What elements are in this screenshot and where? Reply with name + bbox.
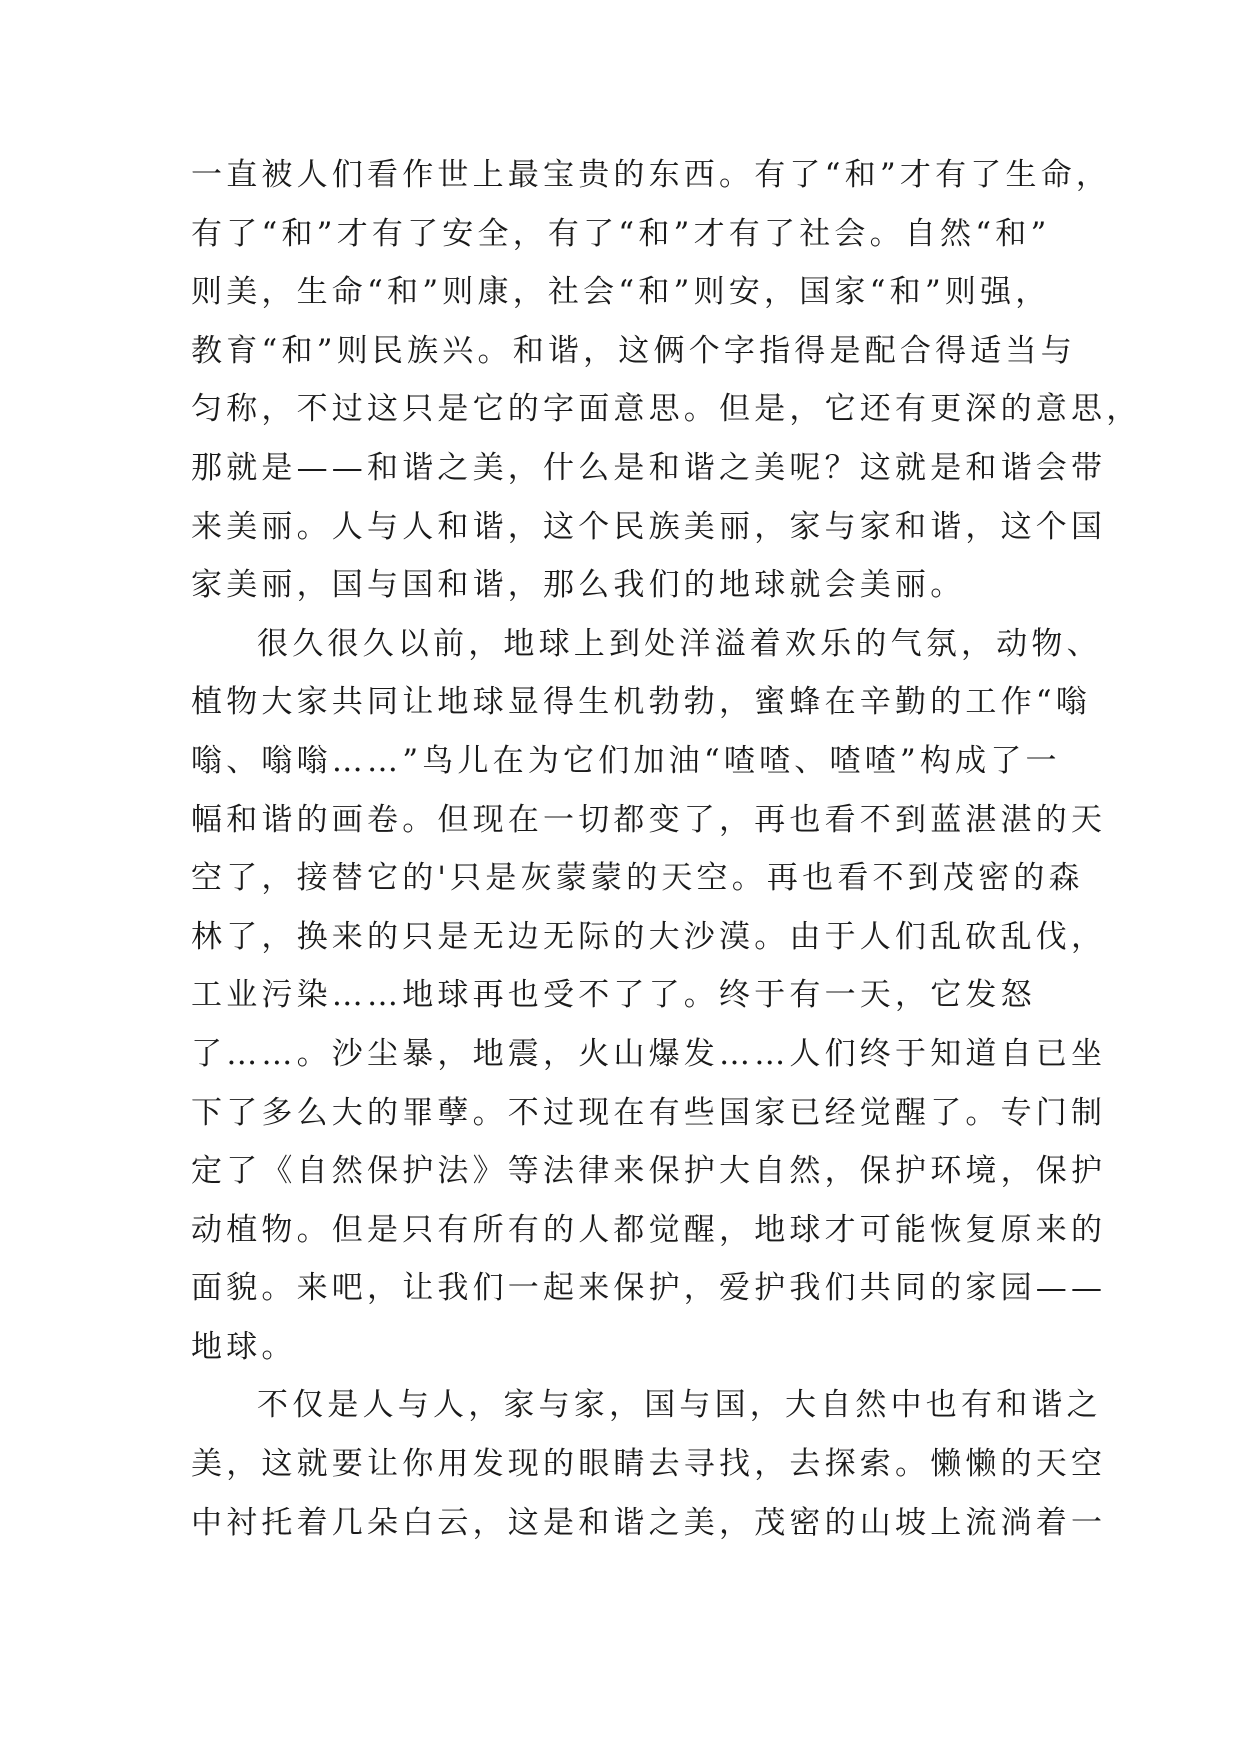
paragraph-2-line-6: 林了，换来的只是无边无际的大沙漠。由于人们乱砍乱伐， bbox=[191, 918, 1107, 955]
paragraph-2-line-10: 定了《自然保护法》等法律来保护大自然，保护环境，保护 bbox=[191, 1153, 1107, 1190]
paragraph-1-line-1: 一直被人们看作世上最宝贵的东西。有了“和”才有了生命， bbox=[191, 157, 1112, 193]
paragraph-2-line-2: 植物大家共同让地球显得生机勃勃，蜜蜂在辛勤的工作“嗡 bbox=[191, 684, 1092, 721]
paragraph-3-line-3: 中衬托着几朵白云，这是和谐之美，茂密的山坡上流淌着一 bbox=[191, 1504, 1107, 1541]
paragraph-2-line-1: 很久很久以前，地球上到处洋溢着欢乐的气氛，动物、 bbox=[257, 625, 1102, 662]
paragraph-3-line-1: 不仅是人与人，家与家，国与国，大自然中也有和谐之 bbox=[257, 1387, 1102, 1424]
paragraph-2-line-13: 地球。 bbox=[191, 1328, 297, 1365]
paragraph-2-line-7: 工业污染……地球再也受不了了。终于有一天，它发怒 bbox=[191, 977, 1036, 1014]
paragraph-1-line-7: 来美丽。人与人和谐，这个民族美丽，家与家和谐，这个国 bbox=[191, 508, 1107, 545]
paragraph-1-line-3: 则美，生命“和”则康，社会“和”则安，国家“和”则强， bbox=[191, 274, 1051, 311]
paragraph-2-line-8: 了……。沙尘暴，地震，火山爆发……人们终于知道自已坐 bbox=[191, 1035, 1107, 1072]
paragraph-1-line-2: 有了“和”才有了安全，有了“和”才有了社会。自然“和” bbox=[191, 215, 1051, 252]
paragraph-2-line-4: 幅和谐的画卷。但现在一切都变了，再也看不到蓝湛湛的天 bbox=[191, 801, 1107, 838]
paragraph-1-line-4: 教育“和”则民族兴。和谐，这俩个字指得是配合得适当与 bbox=[191, 332, 1076, 369]
paragraph-2-line-5: 空了，接替它的'只是灰蒙蒙的天空。再也看不到茂密的森 bbox=[191, 860, 1084, 897]
paragraph-2-line-9: 下了多么大的罪孽。不过现在有些国家已经觉醒了。专门制 bbox=[191, 1094, 1107, 1131]
paragraph-1-line-6: 那就是——和谐之美，什么是和谐之美呢？这就是和谐会带 bbox=[191, 449, 1107, 486]
paragraph-2-line-12: 面貌。来吧，让我们一起来保护，爱护我们共同的家园—— bbox=[191, 1270, 1107, 1307]
paragraph-1-line-5: 匀称，不过这只是它的字面意思。但是，它还有更深的意思， bbox=[191, 391, 1142, 428]
paragraph-2-line-11: 动植物。但是只有所有的人都觉醒，地球才可能恢复原来的 bbox=[191, 1211, 1107, 1248]
document-body bbox=[191, 146, 1142, 1552]
paragraph-3-line-2: 美，这就要让你用发现的眼睛去寻找，去探索。懒懒的天空 bbox=[191, 1446, 1107, 1483]
paragraph-2-line-3: 嗡、嗡嗡……”鸟儿在为它们加油“喳喳、喳喳”构成了一 bbox=[191, 742, 1061, 779]
paragraph-1-line-8: 家美丽，国与国和谐，那么我们的地球就会美丽。 bbox=[191, 567, 966, 604]
